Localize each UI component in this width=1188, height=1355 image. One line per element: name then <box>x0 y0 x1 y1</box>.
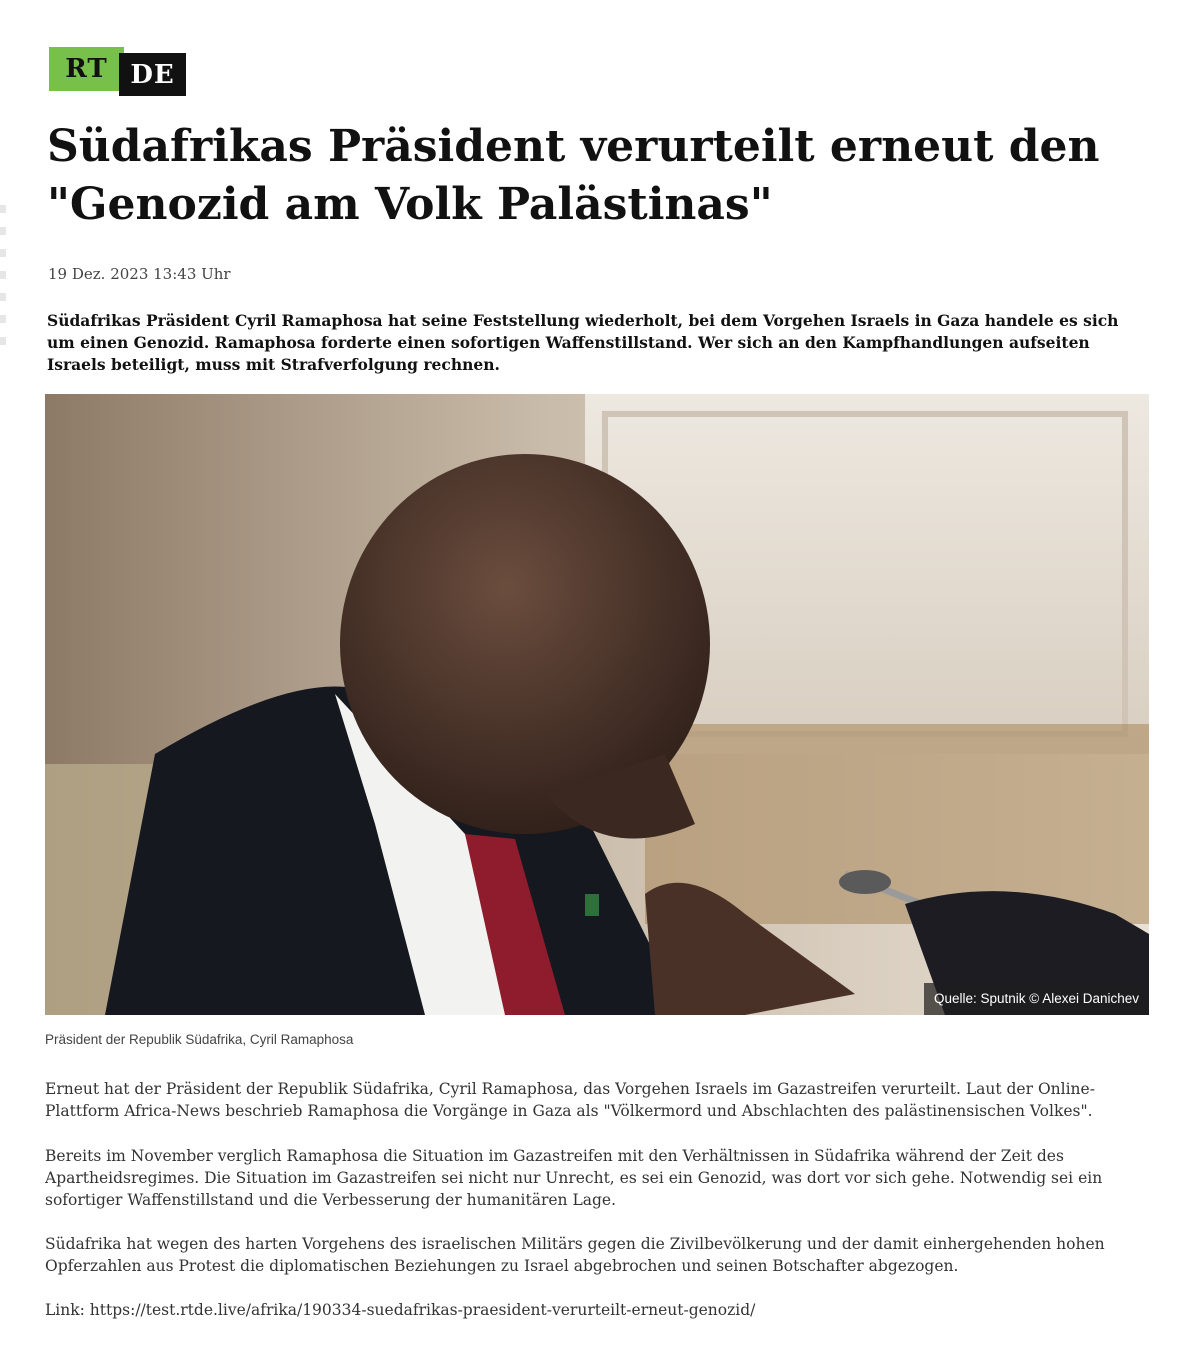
logo-de: DE <box>119 53 186 96</box>
source-link[interactable]: Link: https://test.rtde.live/afrika/190334-suedafrikas-praesident-verurteilt-erneut-genozid/ <box>45 1301 756 1319</box>
body-paragraph-1: Erneut hat der Präsident der Republik Südafrika, Cyril Ramaphosa, das Vorgehen Israels im Gazastreifen verurteilt. Laut der Online-Plattform Africa-News beschrieb Ramaphosa die Vorgänge in Gaza als "Völkermord und Abschlachten des palästinensischen Volkes". <box>45 1080 1095 1120</box>
article-headline: Südafrikas Präsident verurteilt erneut den "Genozid am Volk Palästinas" <box>47 121 1100 230</box>
photo-credit: Quelle: Sputnik © Alexei Danichev <box>924 983 1149 1015</box>
rt-de-logo[interactable] <box>49 47 187 96</box>
article-dateline: 19 Dez. 2023 13:43 Uhr <box>48 265 231 283</box>
photo-caption: Präsident der Republik Südafrika, Cyril Ramaphosa <box>45 1032 354 1047</box>
left-edge-marks <box>0 205 10 375</box>
article-lead: Südafrikas Präsident Cyril Ramaphosa hat seine Feststellung wiederholt, bei dem Vorgehen Israels in Gaza handele es sich um einen Genozid. Ramaphosa forderte einen sofortigen Waffenstillstand. Wer sich an den Kampfhandlungen aufseiten Israels beteiligt, muss mit Strafverfolgung rechnen. <box>47 311 1119 374</box>
body-paragraph-3: Südafrika hat wegen des harten Vorgehens des israelischen Militärs gegen die Zivilbevölkerung und der damit einhergehenden hohen Opferzahlen aus Protest die diplomatischen Beziehungen zu Israel abgebrochen und seinen Botschafter abgezogen. <box>45 1235 1105 1275</box>
logo-rt: RT <box>49 47 124 91</box>
photo-illustration <box>45 394 1149 1015</box>
body-paragraph-2: Bereits im November verglich Ramaphosa die Situation im Gazastreifen mit den Verhältnissen in Südafrika während der Zeit des Apartheidsregimes. Die Situation im Gazastreifen sei nicht nur Unrecht, es sei ein Genozid, was dort vor sich gehe. Notwendig sei ein sofortiger Waffenstillstand und die Verbesserung der humanitären Lage. <box>45 1147 1103 1209</box>
article-photo <box>45 394 1149 1015</box>
